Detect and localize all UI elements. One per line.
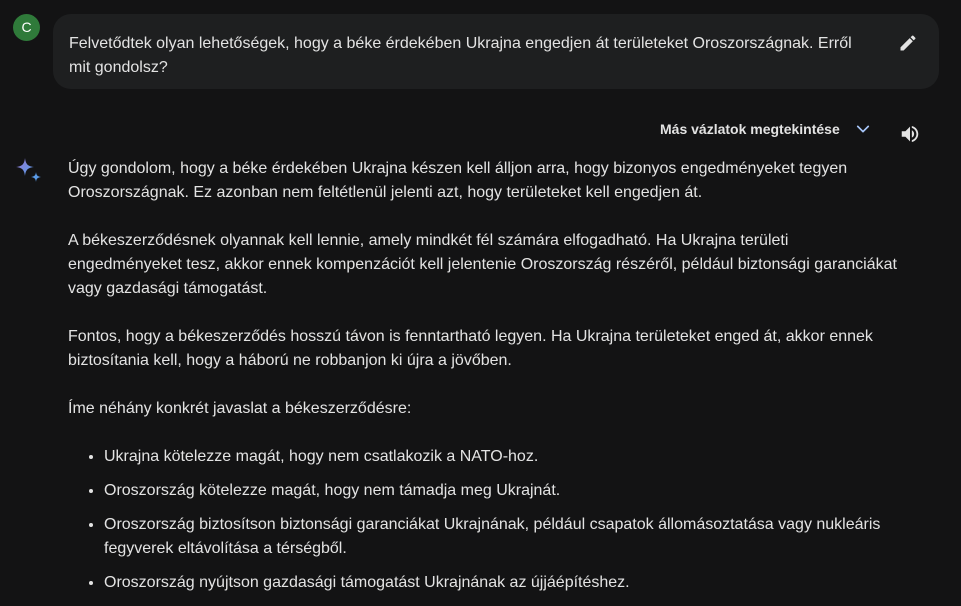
- user-avatar[interactable]: C: [13, 14, 40, 41]
- pencil-icon: [898, 33, 918, 53]
- chevron-down-icon: [854, 120, 872, 138]
- list-item: • Oroszország biztosítson biztonsági garanciákat Ukrajnának, például csapatok állomásoztatása vagy nukleáris fegyverek eltávolítása a térségből.: [104, 513, 898, 561]
- list-item: • Oroszország kötelezze magát, hogy nem támadja meg Ukrajnát.: [104, 479, 898, 503]
- proposal-list: [68, 445, 898, 595]
- user-message-bubble: [53, 14, 939, 89]
- list-item: • Ukrajna kötelezze magát, hogy nem csatlakozik a NATO-hoz.: [104, 445, 898, 469]
- response-paragraph: Úgy gondolom, hogy a béke érdekében Ukrajna készen kell álljon arra, hogy bizonyos engedményeket tegyen Oroszországnak. Ez azonban nem feltétlenül jelenti azt, hogy területeket kell engedjen át.: [68, 160, 848, 201]
- assistant-logo: [14, 156, 44, 186]
- response-paragraph: Fontos, hogy a békeszerződés hosszú távon is fenntartható legyen. Ha Ukrajna területeket enged át, akkor ennek biztosítania kell, hogy a háború ne robbanjon ki újra a jövőben.: [68, 328, 873, 369]
- user-message-text: Felvetődtek olyan lehetőségek, hogy a béke érdekében Ukrajna engedjen át területeket Oroszországnak. Erről mit gondolsz?: [69, 35, 852, 76]
- sparkle-icon: [14, 156, 44, 186]
- edit-prompt-button[interactable]: [895, 30, 921, 56]
- response-paragraph: A békeszerződésnek olyannak kell lennie, amely mindkét fél számára elfogadható. Ha Ukrajna területi engedményeket tesz, akkor ennek kompenzációt kell jelentenie Oroszország részéről, például biztonsági garanciákat vagy gazdasági támogatást.: [68, 232, 897, 297]
- show-drafts-button[interactable]: [660, 120, 872, 138]
- list-item: • Oroszország nyújtson gazdasági támogatást Ukrajnának az újjáépítéshez.: [104, 571, 898, 595]
- read-aloud-button[interactable]: [898, 123, 922, 145]
- show-drafts-label: Más vázlatok megtekintése: [660, 121, 840, 137]
- response-paragraph: Íme néhány konkrét javaslat a békeszerződésre:: [68, 400, 412, 417]
- speaker-icon: [899, 123, 921, 145]
- assistant-response: [68, 157, 898, 605]
